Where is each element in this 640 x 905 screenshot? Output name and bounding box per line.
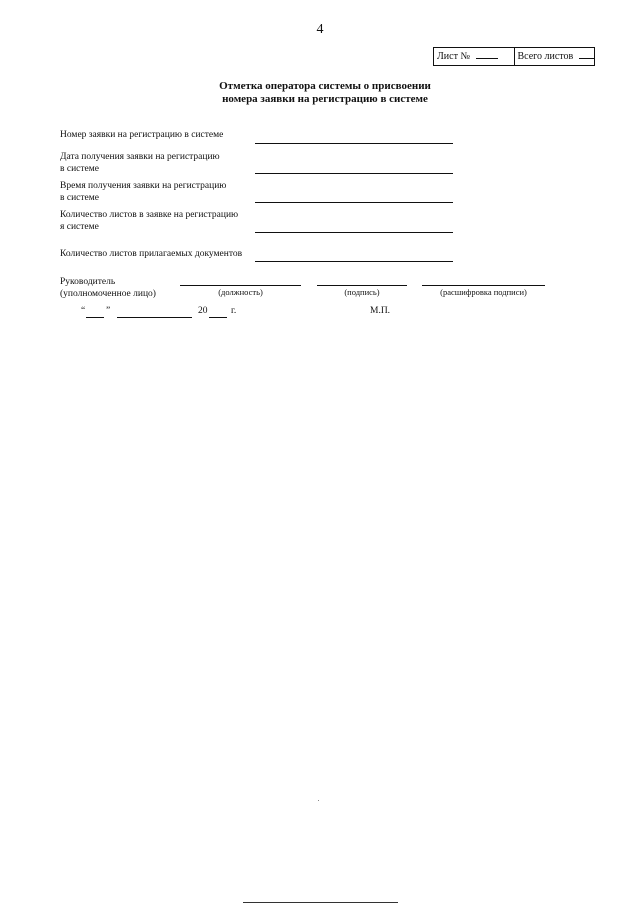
field-attached-docs-line[interactable] — [255, 261, 453, 262]
field-receipt-time-label — [60, 180, 250, 204]
field-receipt-date-line[interactable] — [255, 173, 453, 174]
sheet-number-cell — [434, 48, 514, 65]
signature-decoding-caption: (расшифровка подписи) — [440, 287, 527, 297]
field-label-line: я системе — [60, 222, 99, 232]
field-attached-docs-label — [60, 248, 250, 260]
title-line-2: номера заявки на регистрацию в системе — [222, 93, 428, 105]
position-line[interactable] — [180, 285, 301, 286]
date-close-quote: ” — [106, 306, 111, 316]
date-year-prefix: 20 — [198, 306, 208, 316]
bottom-edge-rule — [243, 902, 398, 903]
title-line-1: Отметка оператора системы о присвоении — [219, 80, 431, 92]
signatory-label — [60, 276, 156, 300]
field-label-line: Время получения заявки на регистрацию — [60, 181, 227, 191]
field-application-number-line[interactable] — [255, 143, 453, 144]
field-label-line: в системе — [60, 164, 99, 174]
signatory-title: Руководитель — [60, 277, 116, 287]
sheet-number-blank[interactable] — [476, 49, 498, 59]
field-receipt-date-label — [60, 151, 250, 175]
page-number: 4 — [316, 22, 324, 37]
document-title — [170, 80, 480, 106]
sheet-number-label: Лист № — [437, 51, 470, 62]
field-label-line: Номер заявки на регистрацию в системе — [60, 130, 224, 140]
scan-speck — [318, 800, 319, 801]
position-caption: (должность) — [218, 287, 263, 297]
date-day-blank[interactable] — [86, 317, 104, 318]
field-label-line: Количество листов в заявке на регистрацию — [60, 210, 239, 220]
sheet-box — [433, 47, 595, 66]
field-sheets-count-label — [60, 209, 250, 233]
field-receipt-time-line[interactable] — [255, 202, 453, 203]
signature-caption: (подпись) — [344, 287, 380, 297]
signatory-subtitle: (уполномоченное лицо) — [60, 289, 156, 299]
signature-line[interactable] — [317, 285, 407, 286]
field-label-line: в системе — [60, 193, 99, 203]
date-year-blank[interactable] — [209, 317, 227, 318]
signature-decoding-line[interactable] — [422, 285, 545, 286]
date-year-suffix: г. — [231, 306, 237, 316]
total-sheets-cell — [514, 48, 595, 65]
field-application-number-label — [60, 129, 250, 141]
date-month-blank[interactable] — [117, 317, 192, 318]
total-sheets-blank[interactable] — [579, 49, 594, 59]
field-sheets-count-line[interactable] — [255, 232, 453, 233]
total-sheets-label: Всего листов — [517, 51, 574, 62]
field-label-line: Количество листов прилагаемых документов — [60, 249, 243, 259]
seal-place: М.П. — [370, 306, 391, 316]
date-open-quote: “ — [81, 306, 86, 316]
field-label-line: Дата получения заявки на регистрацию — [60, 152, 220, 162]
